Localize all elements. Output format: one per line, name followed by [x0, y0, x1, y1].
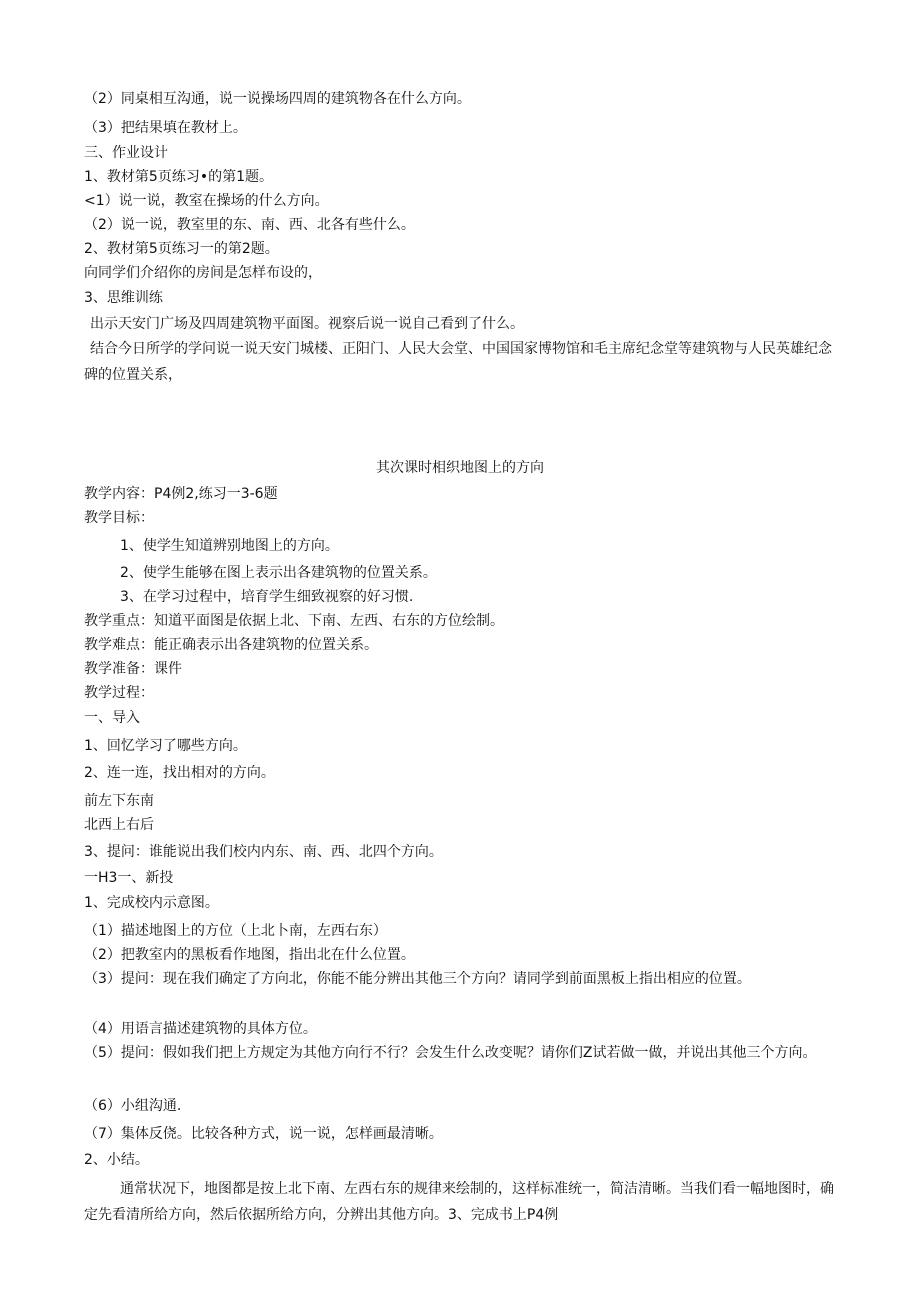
teaching-process: 教学过程：	[84, 685, 154, 701]
lesson-title: 其次课时相织地图上的方向	[376, 460, 544, 476]
goal-1: 1、使学生知道辨别地图上的方向。	[120, 538, 339, 554]
step-5: （5）提问：假如我们把上方规定为其他方向行不行？会发生什么改变呢？请你们Z试若做一做，并说出其他三个方向。	[84, 1045, 817, 1061]
teaching-difficulty: 教学难点：能正确表示出各建筑物的位置关系。	[84, 637, 378, 653]
homework-item-1: 1、教材第5页练习•的第1题。	[84, 169, 273, 185]
step-7: （7）集体反侥。比较各种方式，说一说，怎样画最清晰。	[84, 1126, 443, 1142]
homework-item-2: 2、教材第5页练习一的第2题。	[84, 241, 279, 257]
new-lesson-heading: 一H3一、新投	[84, 870, 174, 886]
thinking-paragraph-2: 结合今日所学的学问说一说天安门城楼、正阳门、人民大会堂、中国国家博物馆和毛主席纪念堂等建筑物与人民英雄纪念碑的位置关系，	[84, 341, 832, 383]
step-item-3: （3）把结果填在教材上。	[84, 120, 247, 136]
step-item-2: （2）同桌相互沟通，说一说操场四周的建筑物各在什么方向。	[84, 91, 471, 107]
homework-heading: 三、作业设计	[84, 145, 168, 161]
direction-row-2: 北西上右后	[84, 817, 154, 833]
step-3: （3）提问：现在我们确定了方向北，你能不能分辨出其他三个方向？请同学到前面黑板上指出相应的位置。	[84, 971, 751, 987]
intro-heading: 一、导入	[84, 710, 140, 726]
step-4: （4）用语言描述建筑物的具体方位。	[84, 1021, 317, 1037]
teaching-prep: 教学准备：课件	[84, 661, 182, 677]
goal-3: 3、在学习过程中，培育学生细致视察的好习惯.	[120, 589, 414, 605]
homework-item-1a: <1）说一说，教室在操场的什么方向。	[84, 193, 329, 209]
homework-item-1b: （2）说一说，教室里的东、南、西、北各有些什么。	[84, 217, 415, 233]
intro-item-3: 3、提问：谁能说出我们校内内东、南、西、北四个方向。	[84, 844, 443, 860]
homework-item-2-desc: 向同学们介绍你的房间是怎样布设的，	[84, 265, 322, 281]
homework-item-3: 3、思维训练	[84, 290, 163, 306]
teaching-content: 教学内容：P4例2,练习一3-6题	[84, 486, 278, 502]
new-item-1: 1、完成校内示意图。	[84, 895, 219, 911]
intro-item-2: 2、连一连，找出相对的方向。	[84, 765, 275, 781]
teaching-focus: 教学重点：知道平面图是依据上北、下南、左西、右东的方位绘制。	[84, 613, 504, 629]
step-6: （6）小组沟通.	[84, 1098, 182, 1114]
summary-heading: 2、小结。	[84, 1152, 149, 1168]
summary-paragraph: 通常状况下，地图都是按上北下南、左西右东的规律来绘制的，这样标准统一，简洁清晰。当我们看一幅地图时，确定先看清所给方向，然后依据所给方向，分辨出其他方向。3、完成书上P4例	[84, 1181, 834, 1223]
goals-heading: 教学目标：	[84, 510, 154, 526]
thinking-paragraph-1: 出示天安门广场及四周建筑物平面图。视察后说一说自己看到了什么。	[90, 316, 524, 332]
step-1: （1）描述地图上的方位（上北卜南，左西右东）	[84, 923, 387, 939]
goal-2: 2、使学生能够在图上表示出各建筑物的位置关系。	[120, 565, 437, 581]
intro-item-1: 1、回忆学习了哪些方向。	[84, 738, 247, 754]
step-2: （2）把教室内的黑板看作地图，指出北在什么位置。	[84, 947, 415, 963]
direction-row-1: 前左下东南	[84, 793, 154, 809]
